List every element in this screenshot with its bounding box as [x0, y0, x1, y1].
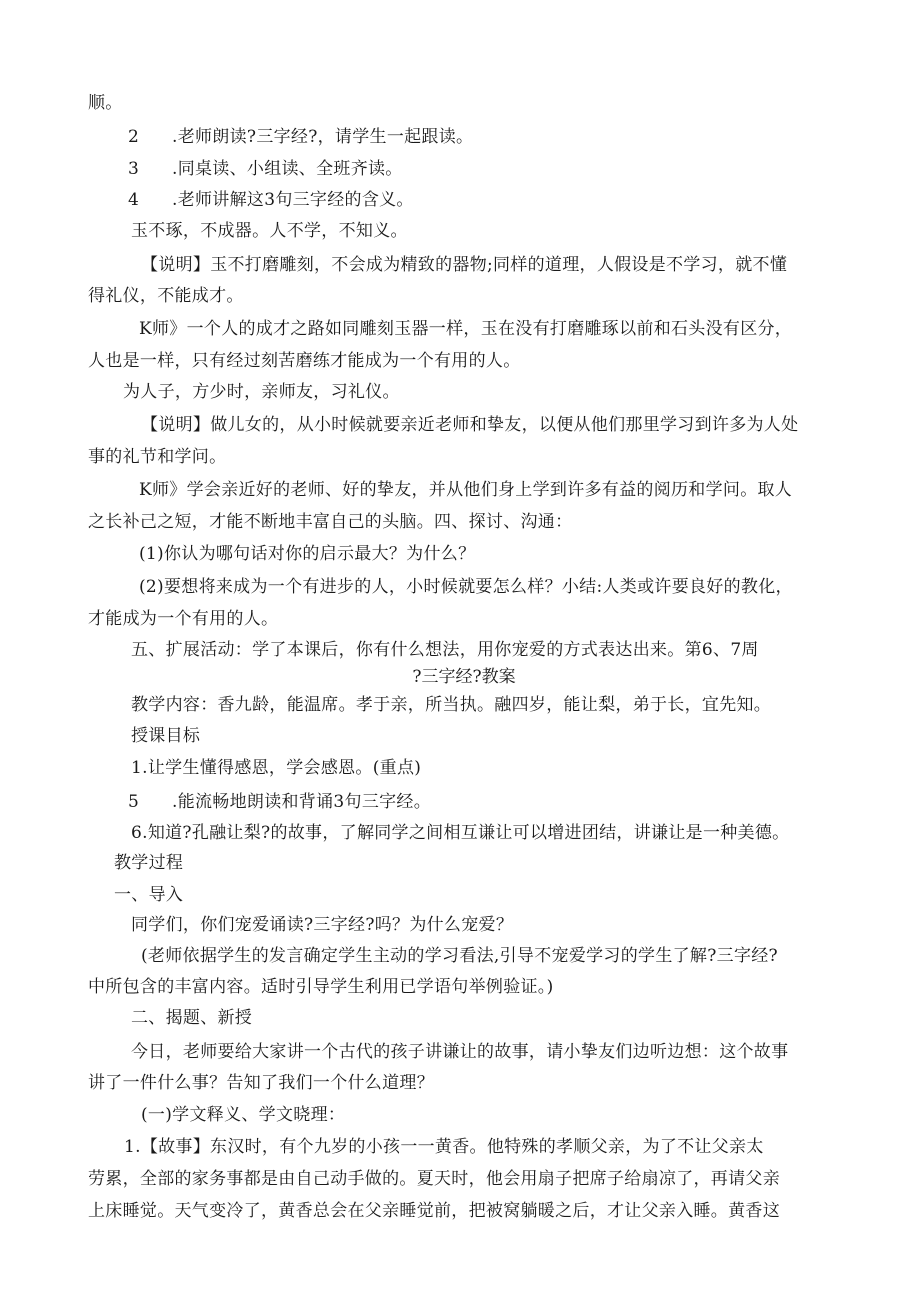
text-line: 【说明】玉不打磨雕刻，不会成为精致的器物;同样的道理，人假设是不学习，就不懂: [141, 255, 788, 275]
text-line: (一)学文释义、学文晓理：: [141, 1105, 346, 1125]
text-line: 之长补己之短，才能不断地丰富自己的头脑。四、探讨、沟通：: [88, 512, 573, 532]
text-line: 劳累，全部的家务事都是由自己动手做的。夏天时，他会用扇子把席子给扇凉了，再请父亲: [88, 1169, 780, 1189]
text-line: 上床睡觉。天气变冷了，黄香总会在父亲睡觉前，把被窝躺暖之后，才让父亲入睡。黄香这: [88, 1201, 780, 1221]
text-line: 教学内容：香九龄，能温席。孝于亲，所当执。融四岁，能让梨，弟于长，宜先知。: [131, 695, 772, 715]
text-line: 事的礼节和学问。: [88, 447, 227, 467]
text-line: (1)你认为哪句话对你的启示最大？为什么？: [139, 544, 476, 564]
text-line: 顺。: [88, 93, 123, 113]
text-line: 今日，老师要给大家讲一个古代的孩子讲谦让的故事，请小挚友们边听边想：这个故事: [131, 1042, 789, 1062]
list-number: 5: [128, 792, 139, 812]
text-line: 1.让学生懂得感恩，学会感恩。(重点): [131, 758, 422, 778]
text-line: 五、扩展活动：学了本课后，你有什么想法，用你宠爱的方式表达出来。第6、7周: [131, 640, 759, 660]
section-heading: 授课目标: [131, 726, 201, 746]
list-item-text: .老师讲解这3句三字经的含义。: [172, 190, 414, 210]
list-number: 3: [128, 159, 139, 179]
section-heading: 教学过程: [114, 853, 184, 873]
text-line: 1.【故事】东汉时，有个九岁的小孩一一黄香。他特殊的孝顺父亲，为了不让父亲太: [124, 1137, 764, 1157]
section-heading: 二、揭题、新授: [131, 1008, 253, 1028]
list-item-text: .同桌读、小组读、全班齐读。: [172, 159, 403, 179]
list-item-text: .能流畅地朗读和背诵3句三字经。: [172, 792, 432, 812]
text-line: 人也是一样，只有经过刻苦磨练才能成为一个有用的人。: [88, 351, 521, 371]
list-number: 2: [128, 127, 139, 147]
text-line: K师》一个人的成才之路如同雕刻玉器一样，玉在没有打磨雕琢以前和石头没有区分，: [139, 319, 793, 339]
section-heading: 一、导入: [114, 885, 184, 905]
text-line: 同学们，你们宠爱诵读?三字经?吗？为什么宠爱？: [131, 915, 514, 935]
list-number: 4: [128, 190, 139, 210]
text-line: K师》学会亲近好的老师、好的挚友，并从他们身上学到许多有益的阅历和学问。取人: [139, 480, 793, 500]
text-line: 为人子，方少时，亲师友，习礼仪。: [123, 382, 400, 402]
text-line: 得礼仪，不能成才。: [88, 286, 244, 306]
text-line: 才能成为一个有用的人。: [88, 609, 279, 629]
list-item-text: .老师朗读?三字经?，请学生一起跟读。: [172, 127, 474, 147]
text-line: 【说明】做儿女的，从小时候就要亲近老师和挚友，以便从他们那里学习到许多为人处: [141, 415, 799, 435]
text-line: 6.知道?孔融让梨?的故事，了解同学之间相互谦让可以增进团结，讲谦让是一种美德。: [131, 823, 790, 843]
text-line: 中所包含的丰富内容。适时引导学生利用已学语句举例验证。): [88, 977, 554, 997]
lesson-title: ?三字经?教案: [412, 667, 516, 687]
text-line: (2)要想将来成为一个有进步的人，小时候就要怎么样？小结:人类或许要良好的教化，: [139, 577, 793, 597]
text-line: 玉不琢，不成器。人不学，不知义。: [131, 221, 408, 241]
text-line: (老师依据学生的发言确定学生主动的学习看法,引导不宠爱学习的学生了解?三字经?: [141, 946, 778, 966]
text-line: 讲了一件什么事？告知了我们一个什么道理？: [88, 1073, 434, 1093]
